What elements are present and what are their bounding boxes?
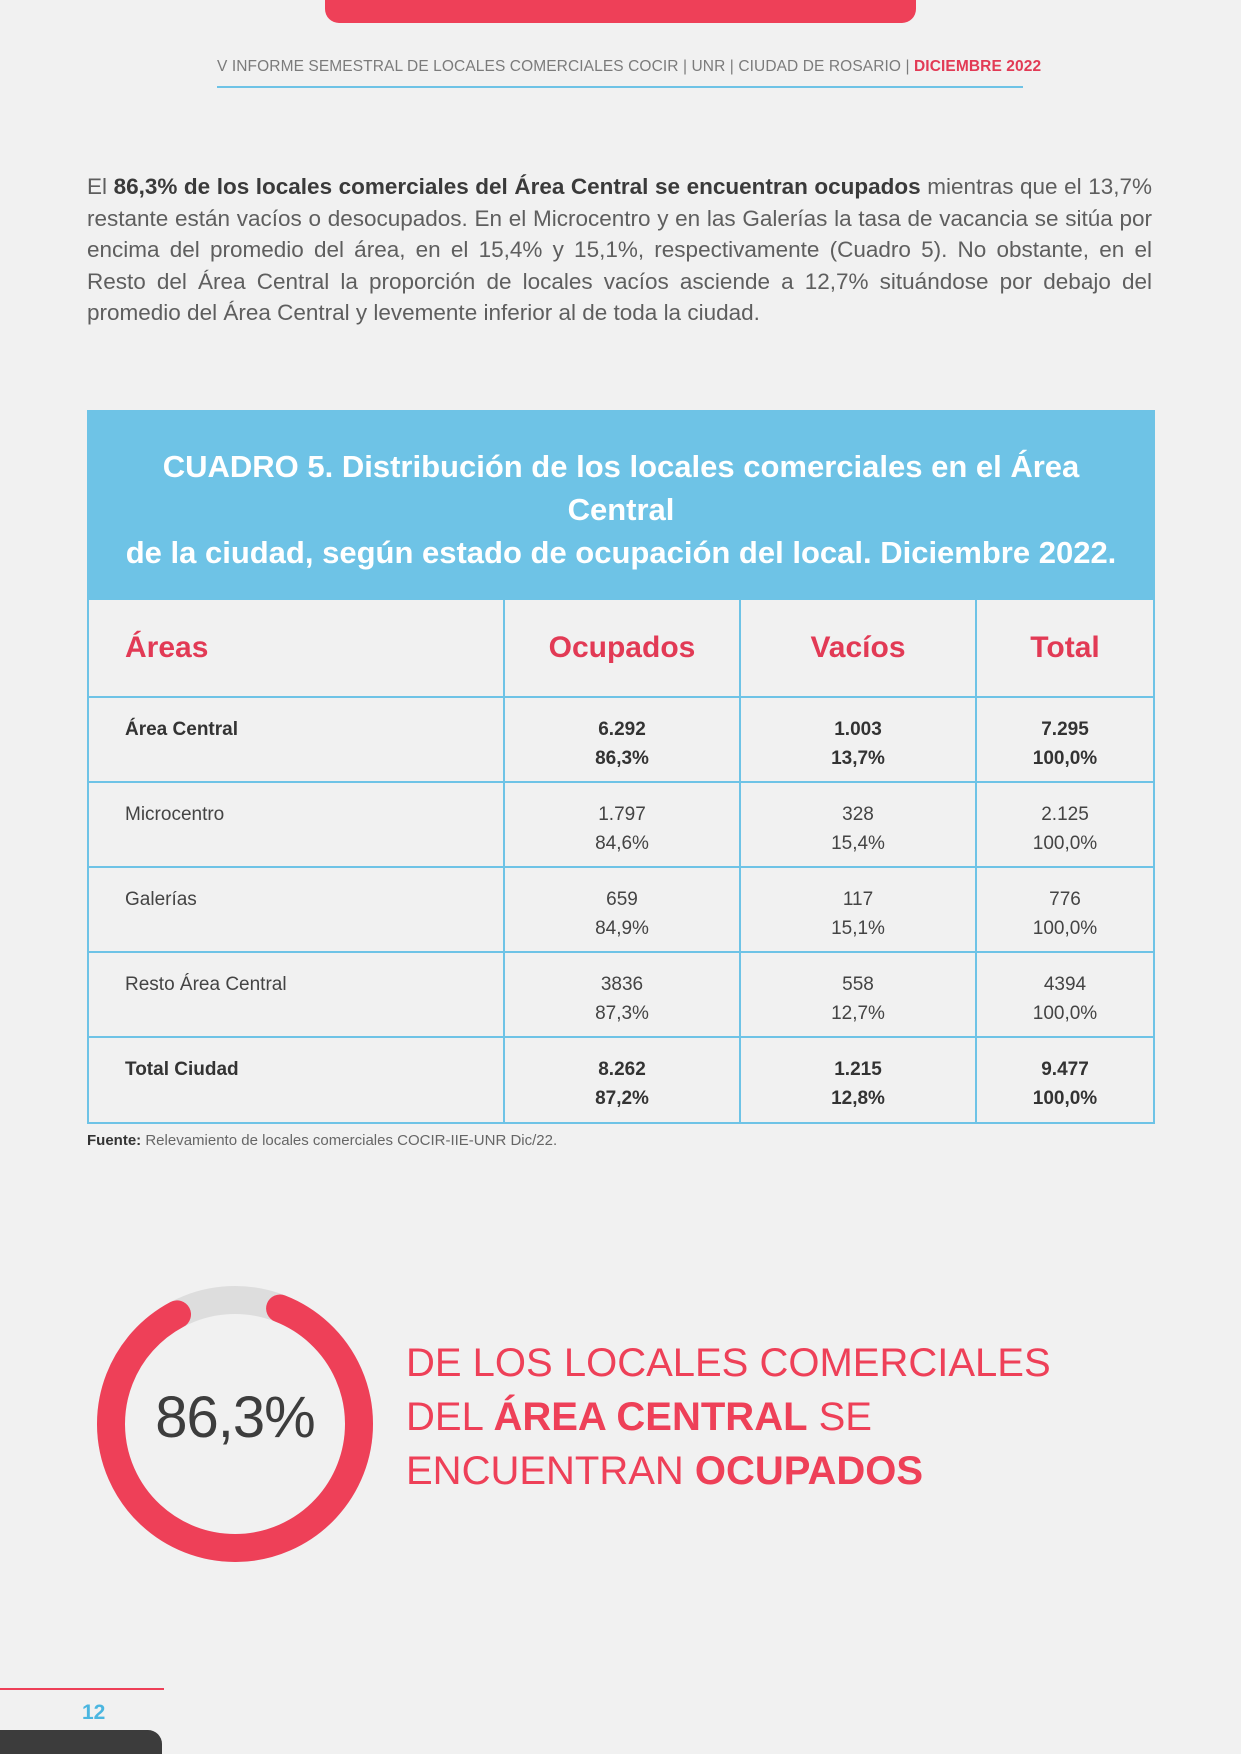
vacios-count: 1.215 bbox=[834, 1059, 882, 1080]
callout-line-3-pre: ENCUENTRAN bbox=[406, 1449, 695, 1493]
area-cell: Resto Área Central bbox=[89, 952, 504, 1037]
total-count: 776 bbox=[1049, 889, 1081, 910]
vacios-cell bbox=[740, 867, 976, 952]
vacios-cell bbox=[740, 697, 976, 782]
table-cuadro-5 bbox=[87, 410, 1155, 1124]
page-number: 12 bbox=[82, 1701, 106, 1724]
total-percent: 100,0% bbox=[1032, 1003, 1098, 1024]
total-cell bbox=[976, 782, 1153, 867]
area-cell: Microcentro bbox=[89, 782, 504, 867]
table-row bbox=[89, 952, 1153, 1037]
callout-line-2 bbox=[406, 1390, 1051, 1444]
ocupados-cell bbox=[504, 697, 740, 782]
ocupados-percent: 87,3% bbox=[595, 1003, 649, 1024]
total-percent: 100,0% bbox=[1032, 1088, 1098, 1109]
vacios-percent: 12,7% bbox=[831, 1003, 885, 1024]
header-areas: Áreas bbox=[89, 600, 504, 697]
source-note bbox=[87, 1132, 557, 1149]
area-cell: Galerías bbox=[89, 867, 504, 952]
vacios-count: 117 bbox=[842, 889, 874, 910]
intro-bold: 86,3% de los locales comerciales del Área Central se encuentran ocupados bbox=[113, 174, 921, 199]
total-count: 7.295 bbox=[1041, 719, 1089, 740]
callout-line-2-post: SE bbox=[807, 1395, 872, 1439]
footer-tab bbox=[0, 1730, 162, 1754]
running-header-date: DICIEMBRE 2022 bbox=[914, 58, 1042, 75]
total-cell bbox=[976, 952, 1153, 1037]
ocupados-count: 3836 bbox=[600, 974, 644, 995]
header-ocupados: Ocupados bbox=[504, 600, 740, 697]
running-header bbox=[217, 58, 1042, 76]
total-count: 9.477 bbox=[1041, 1059, 1089, 1080]
callout-line-3 bbox=[406, 1444, 1051, 1498]
total-cell bbox=[976, 1037, 1153, 1122]
vacios-percent: 13,7% bbox=[831, 748, 885, 769]
total-percent: 100,0% bbox=[1032, 833, 1098, 854]
ocupados-cell bbox=[504, 952, 740, 1037]
total-cell bbox=[976, 697, 1153, 782]
table-title-line-1: CUADRO 5. Distribución de los locales comerciales en el Área Central bbox=[162, 449, 1080, 527]
ocupados-cell bbox=[504, 782, 740, 867]
ocupados-cell bbox=[504, 867, 740, 952]
header-total: Total bbox=[976, 600, 1153, 697]
table-title-line-2: de la ciudad, según estado de ocupación del local. Diciembre 2022. bbox=[125, 535, 1117, 570]
table-header-row bbox=[89, 600, 1153, 697]
vacios-cell bbox=[740, 952, 976, 1037]
data-table bbox=[89, 600, 1153, 1122]
table-row bbox=[89, 697, 1153, 782]
table-row bbox=[89, 867, 1153, 952]
callout-line-2-pre: DEL bbox=[406, 1395, 494, 1439]
source-text: Relevamiento de locales comerciales COCIR-IIE-UNR Dic/22. bbox=[141, 1132, 558, 1149]
vacios-percent: 15,4% bbox=[831, 833, 885, 854]
header-divider bbox=[217, 86, 1023, 88]
vacios-cell bbox=[740, 1037, 976, 1122]
total-percent: 100,0% bbox=[1032, 748, 1098, 769]
intro-rest: mientras que el 13,7% restante están vacíos o desocupados. En el Microcentro y en las Galerías la tasa de vacancia se sitúa por encima del promedio del área, en el 15,4% y 15,1%, respectivamente (Cuadro 5). No obstante, en el Resto del Área Central la proporción de locales vacíos asciende a 12,7% situándose por debajo del promedio del Área Central y levemente inferior al de toda la ciudad. bbox=[87, 174, 1152, 325]
ocupados-count: 6.292 bbox=[598, 719, 646, 740]
source-label: Fuente: bbox=[87, 1132, 142, 1149]
footer-divider bbox=[0, 1688, 164, 1690]
ocupados-percent: 87,2% bbox=[595, 1088, 649, 1109]
ocupados-count: 8.262 bbox=[598, 1059, 646, 1080]
ocupados-count: 1.797 bbox=[598, 804, 646, 825]
ocupados-percent: 86,3% bbox=[595, 748, 649, 769]
table-row bbox=[89, 782, 1153, 867]
ocupados-percent: 84,6% bbox=[595, 833, 649, 854]
callout-text bbox=[406, 1336, 1051, 1498]
intro-paragraph bbox=[87, 171, 1152, 329]
ocupados-percent: 84,9% bbox=[595, 918, 649, 939]
donut-value: 86,3% bbox=[155, 1385, 315, 1450]
header-vacios: Vacíos bbox=[740, 600, 976, 697]
running-header-text: V INFORME SEMESTRAL DE LOCALES COMERCIALES COCIR | UNR | CIUDAD DE ROSARIO | bbox=[217, 58, 915, 75]
area-cell: Área Central bbox=[89, 697, 504, 782]
total-count: 2.125 bbox=[1041, 804, 1089, 825]
vacios-cell bbox=[740, 782, 976, 867]
callout-line-3-bold: OCUPADOS bbox=[694, 1449, 924, 1493]
top-accent-bar bbox=[325, 0, 916, 23]
ocupados-count: 659 bbox=[606, 889, 638, 910]
callout-line-2-bold: ÁREA CENTRAL bbox=[493, 1395, 808, 1439]
callout-line-1: DE LOS LOCALES COMERCIALES bbox=[406, 1341, 1051, 1385]
vacios-count: 558 bbox=[842, 974, 874, 995]
total-percent: 100,0% bbox=[1032, 918, 1098, 939]
area-cell: Total Ciudad bbox=[89, 1037, 504, 1122]
intro-pre: El bbox=[87, 174, 114, 199]
vacios-percent: 15,1% bbox=[831, 918, 885, 939]
total-count: 4394 bbox=[1043, 974, 1087, 995]
vacios-count: 1.003 bbox=[834, 719, 882, 740]
ocupados-cell bbox=[504, 1037, 740, 1122]
table-title bbox=[89, 412, 1153, 600]
vacios-percent: 12,8% bbox=[831, 1088, 885, 1109]
vacios-count: 328 bbox=[842, 804, 874, 825]
table-row bbox=[89, 1037, 1153, 1122]
total-cell bbox=[976, 867, 1153, 952]
